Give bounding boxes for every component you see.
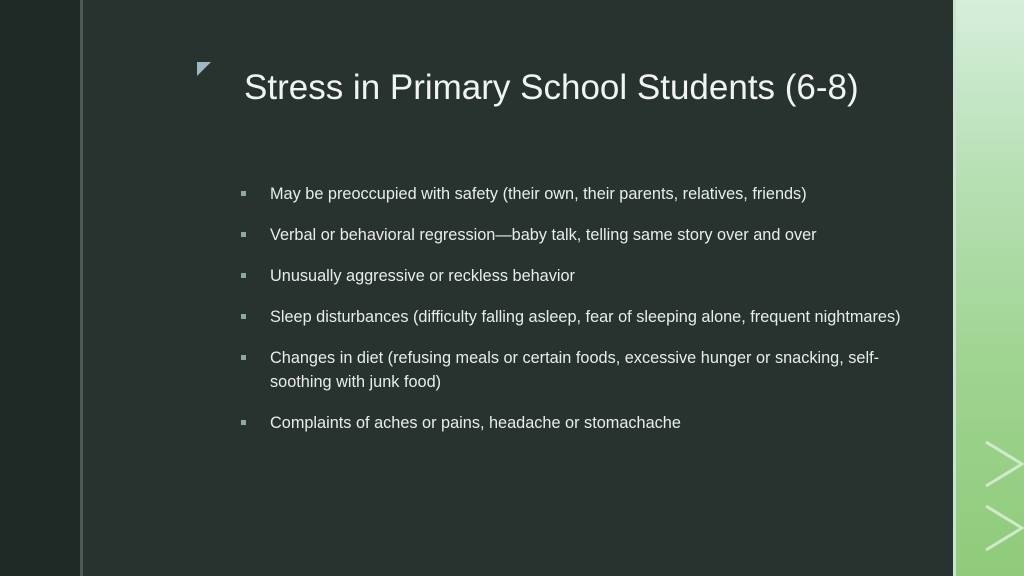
bullet-text: Sleep disturbances (difficulty falling asleep, fear of sleeping alone, frequent nightmares) <box>270 308 901 326</box>
bullet-item <box>240 182 910 206</box>
left-decor-band <box>0 0 80 576</box>
bullet-item <box>240 223 910 247</box>
square-bullet-icon <box>241 191 246 196</box>
corner-triangle-icon <box>197 62 211 76</box>
left-divider-line <box>80 0 83 576</box>
bullet-item <box>240 305 910 329</box>
square-bullet-icon <box>241 232 246 237</box>
bullet-text: May be preoccupied with safety (their own, their parents, relatives, friends) <box>270 185 807 203</box>
bullet-text: Unusually aggressive or reckless behavior <box>270 267 575 285</box>
bullet-list <box>240 182 910 452</box>
bullet-text: Changes in diet (refusing meals or certain foods, excessive hunger or snacking, self-soothing with junk food) <box>270 349 880 391</box>
square-bullet-icon <box>241 355 246 360</box>
slide-title: Stress in Primary School Students (6-8) <box>244 68 859 107</box>
bullet-item <box>240 411 910 435</box>
bullet-item <box>240 264 910 288</box>
square-bullet-icon <box>241 420 246 425</box>
square-bullet-icon <box>241 314 246 319</box>
square-bullet-icon <box>241 273 246 278</box>
bullet-text: Verbal or behavioral regression—baby talk, telling same story over and over <box>270 226 817 244</box>
bullet-item <box>240 346 910 394</box>
bullet-text: Complaints of aches or pains, headache or stomachache <box>270 414 681 432</box>
chevron-decor-icon <box>956 430 1024 576</box>
